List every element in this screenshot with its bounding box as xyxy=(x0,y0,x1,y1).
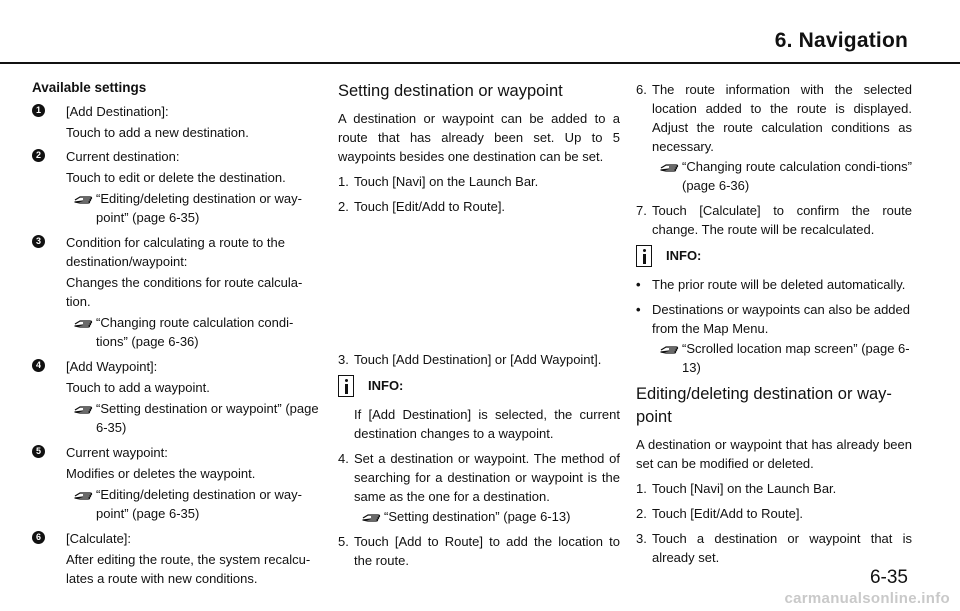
cross-reference xyxy=(354,507,620,526)
step-number: 4. xyxy=(338,451,349,466)
column-setting-destination xyxy=(338,80,620,576)
number-3-icon: 3 xyxy=(32,235,45,248)
setting-item xyxy=(32,102,324,142)
cross-reference-text[interactable]: “Editing/deleting destination or way-point” (page 6-35) xyxy=(96,487,302,521)
step-number: 1. xyxy=(338,174,349,189)
number-2-icon: 2 xyxy=(32,149,45,162)
setting-description: Touch to add a new destination. xyxy=(66,125,249,140)
number-5-icon: 5 xyxy=(32,445,45,458)
info-text: If [Add Destination] is selected, the current destination changes to a waypoint. xyxy=(354,407,620,441)
section-intro: A destination or waypoint that has already been set can be modified or deleted. xyxy=(636,437,912,471)
setting-item xyxy=(32,529,324,588)
section-heading: Editing/deleting destination or way-point xyxy=(636,385,892,426)
number-4-icon: 4 xyxy=(32,359,45,372)
setting-item xyxy=(32,147,324,227)
info-label: INFO: xyxy=(666,248,702,263)
step-number: 3. xyxy=(338,352,349,367)
cross-reference-text[interactable]: “Setting destination or waypoint” (page 6-35) xyxy=(96,401,319,435)
step-text: Touch [Edit/Add to Route]. xyxy=(354,199,506,214)
cross-reference xyxy=(66,399,324,437)
step-number: 5. xyxy=(338,534,349,549)
cross-reference xyxy=(66,313,324,351)
setting-description: Touch to edit or delete the destination. xyxy=(66,170,286,185)
pointing-hand-icon xyxy=(74,400,94,416)
bullet-text: Destinations or waypoints can also be added from the Map Menu. xyxy=(652,302,910,336)
header-rule xyxy=(0,62,960,64)
step-text: Touch [Calculate] to confirm the route change. The route will be recalculated. xyxy=(652,203,912,237)
step-number: 3. xyxy=(636,531,647,546)
step-number: 7. xyxy=(636,203,647,218)
pointing-hand-icon xyxy=(362,508,382,524)
step-item xyxy=(338,532,620,570)
page-number: 6-35 xyxy=(869,567,908,588)
cross-reference-text[interactable]: “Scrolled location map screen” (page 6-13) xyxy=(682,341,910,375)
step-item xyxy=(636,80,912,195)
info-bullet: • The prior route will be deleted automatically. xyxy=(636,277,906,292)
setting-item xyxy=(32,233,324,351)
info-bullet: • Destinations or waypoints can also be added from the Map Menu. “Scrolled location map screen” (page 6-13) xyxy=(636,302,910,375)
step-number: 2. xyxy=(636,506,647,521)
setting-label: [Calculate]: xyxy=(66,531,132,546)
setting-label: Condition for calculating a route to the destination/waypoint: xyxy=(66,235,285,269)
column-available-settings xyxy=(32,80,324,593)
cross-reference-text[interactable]: “Setting destination” (page 6-13) xyxy=(384,509,571,524)
step-item xyxy=(636,504,912,523)
step-number: 6. xyxy=(636,82,647,97)
cross-reference-text[interactable]: “Changing route calculation condi-tions” (page 6-36) xyxy=(682,159,912,193)
available-settings-heading: Available settings xyxy=(32,80,147,95)
illustration-placeholder xyxy=(338,222,620,350)
setting-item xyxy=(32,357,324,437)
step-item xyxy=(338,350,620,369)
column-route-info xyxy=(636,80,912,573)
section-intro: A destination or waypoint can be added to a route that has already been set. Up to 5 waypoints besides one destination can be set. xyxy=(338,111,620,164)
info-icon xyxy=(636,245,652,267)
setting-label: [Add Destination]: xyxy=(66,104,169,119)
cross-reference xyxy=(652,339,912,377)
pointing-hand-icon xyxy=(660,340,680,356)
setting-label: [Add Waypoint]: xyxy=(66,359,158,374)
cross-reference-text[interactable]: “Changing route calculation condi-tions” (page 6-36) xyxy=(96,315,294,349)
cross-reference-text[interactable]: “Editing/deleting destination or way-point” (page 6-35) xyxy=(96,191,302,225)
info-header xyxy=(636,245,912,269)
step-item xyxy=(636,529,912,567)
pointing-hand-icon xyxy=(660,158,680,174)
step-item xyxy=(636,479,912,498)
setting-description: Modifies or deletes the waypoint. xyxy=(66,466,256,481)
step-number: 2. xyxy=(338,199,349,214)
step-text: Touch [Add to Route] to add the location to the route. xyxy=(354,534,620,568)
setting-label: Current destination: xyxy=(66,149,180,164)
chapter-title: 6. Navigation xyxy=(774,29,908,52)
number-1-icon: 1 xyxy=(32,104,45,117)
pointing-hand-icon xyxy=(74,190,94,206)
step-item xyxy=(338,197,620,216)
info-label: INFO: xyxy=(368,378,404,393)
step-text: Touch [Edit/Add to Route]. xyxy=(652,506,804,521)
step-text: Touch [Add Destination] or [Add Waypoint]. xyxy=(354,352,602,367)
cross-reference xyxy=(66,485,324,523)
info-header xyxy=(338,375,620,399)
setting-description: Touch to add a waypoint. xyxy=(66,380,210,395)
pointing-hand-icon xyxy=(74,314,94,330)
info-icon xyxy=(338,375,354,397)
step-text: The route information with the selected location added to the route is displayed. Adjust the route calculation conditions as necessary. xyxy=(652,82,912,154)
setting-label: Current waypoint: xyxy=(66,445,168,460)
cross-reference xyxy=(652,157,912,195)
step-item xyxy=(636,201,912,239)
setting-description: After editing the route, the system recalcu-lates a route with new conditions. xyxy=(66,552,311,586)
cross-reference xyxy=(66,189,324,227)
watermark: carmanualsonline.info xyxy=(784,590,950,607)
step-item xyxy=(338,449,620,526)
step-item xyxy=(338,172,620,191)
setting-item xyxy=(32,443,324,523)
bullet-text: The prior route will be deleted automatically. xyxy=(652,277,906,292)
step-text: Touch a destination or waypoint that is already set. xyxy=(652,531,912,565)
setting-description: Changes the conditions for route calcula-tion. xyxy=(66,275,303,309)
section-heading: Setting destination or waypoint xyxy=(338,82,563,100)
number-6-icon: 6 xyxy=(32,531,45,544)
pointing-hand-icon xyxy=(74,486,94,502)
step-number: 1. xyxy=(636,481,647,496)
step-text: Touch [Navi] on the Launch Bar. xyxy=(652,481,837,496)
step-text: Set a destination or waypoint. The method of searching for a destination or waypoint is the same as the one for a destination. xyxy=(354,451,620,504)
step-text: Touch [Navi] on the Launch Bar. xyxy=(354,174,539,189)
